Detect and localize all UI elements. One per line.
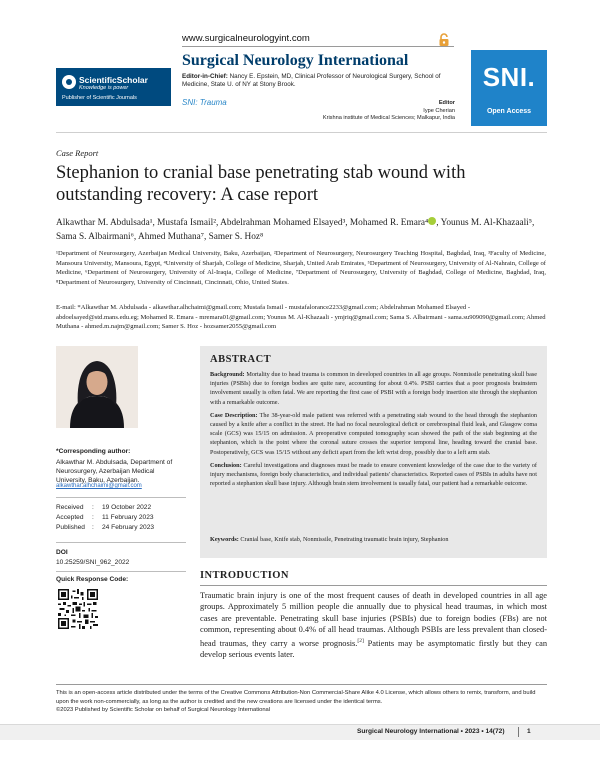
left-rule bbox=[56, 542, 186, 543]
article-title: Stephanion to cranial base penetrating stab wound with outstanding recovery: A case report bbox=[56, 163, 466, 205]
open-access-label: Open Access bbox=[486, 108, 532, 115]
author-emails: E-mail: *Alkawthar M. Abdulsada - alkawthar.alhchaimi@gmail.com; Mustafa Ismail - mustafalorance2233@gmail.com; Abdelrahman Mohamed Elsayed - abdoelsayed@std.mans.edu.eg; Mohamed R. Emara - mremara01@gmail.com; Younus M. Al-Khazaali - ymjriq@gmail.com; Sama S. Albairmani - sama.su909090@gmail.com; Ahmed Muthana - ahmed.m.najm@gmail.com; Samer S. Hoz - hozsamer2055@gmail.com bbox=[56, 304, 546, 331]
editor-block bbox=[300, 100, 455, 123]
author-photo bbox=[56, 346, 138, 428]
author-list bbox=[56, 217, 546, 244]
doi-label: DOI bbox=[56, 549, 68, 556]
keywords-label: Keywords: bbox=[210, 536, 239, 543]
publisher-logo-mark-icon bbox=[62, 75, 76, 89]
introduction-body: Traumatic brain injury is one of the most frequent causes of death in developed countries in all age groups. Approximately 5 million people die annually due to physical head traumas, in which most cases are preventable. Penetrating skull base injuries (PSBIs) due to foreign bodies (FBs) are not common, representing about 0.4% of all head traumas. Although PSBIs are less prevalent than closed-head traumas, they carry a worse prognosis. bbox=[200, 591, 547, 648]
keywords bbox=[210, 535, 540, 544]
date-label: Accepted bbox=[56, 514, 84, 521]
date-row bbox=[56, 523, 186, 533]
affiliations: ¹Department of Neurosurgery, Azerbaijan Medical University, Baku, Azerbaijan, ²Department of Neurosurgery, Neurosurgery Teaching Hospital, Baghdad, Iraq, ³Faculty of Medicine, Mansoura University, Mansoura, Egypt, ⁴University of Sharjah, College of Medicine, Sharjah, United Arab Emirates, ⁵Department of Neurosurgery, University of Al-Nahrain, College of Medicine, ⁶Department of Neurosurgery, University of Al-Iraqia, College of Medicine, ⁷Department of Neurosurgery, University of Baghdad, College of Medicine, Baghdad, Iraq, ⁸Department of Neurosurgery, University of Cincinnati, Cincinnati, Ohio, United States. bbox=[56, 250, 546, 286]
editor-name: Iype Cherian bbox=[423, 107, 455, 114]
abstract-case-text: The 38-year-old male patient was referred with a penetrating stab wound to the head through the stephanion caused by a knife after a conflict in the street. He had no focal neurological deficit or cerebrospinal fluid leak, and Glasgow coma scale (GCS) was 15/15 on admission. A preoperative computed tomography scan showed the path of the stab beginning at the stephanion, which is the point where the coronal suture crosses the superior temporal line, heading toward the cranial base. Postoperatively, GCS was 15/15 without any deficit apart from the left wrist drop, possibly due to a left arm stab. bbox=[210, 411, 538, 456]
authors-line1b: , Younus M. Al-Khazaali⁵, bbox=[436, 218, 535, 228]
date-separator: : bbox=[92, 524, 94, 531]
abstract-heading: ABSTRACT bbox=[210, 354, 272, 365]
introduction-heading: INTRODUCTION bbox=[200, 570, 289, 581]
abstract-background-label: Background: bbox=[210, 371, 245, 378]
editor-in-chief bbox=[182, 73, 452, 89]
date-value: 19 October 2022 bbox=[102, 504, 152, 511]
corresponding-author-email[interactable]: alkawthar.alhchaimi@gmail.com bbox=[56, 483, 142, 489]
section-tag: SNI: Trauma bbox=[182, 98, 227, 107]
footer-band bbox=[0, 724, 600, 740]
introduction-rule bbox=[200, 585, 547, 586]
abstract-conclusion bbox=[210, 461, 537, 489]
abstract-conclusion-label: Conclusion: bbox=[210, 461, 242, 469]
header-rule bbox=[182, 46, 454, 47]
sni-logo bbox=[471, 50, 547, 126]
date-label: Published bbox=[56, 524, 85, 531]
footer-rule bbox=[56, 684, 547, 685]
abstract-conclusion-text: Careful investigations and diagnoses must be made to ensure convenient knowledge of the case due to the variety of injury mechanisms, foreign body characteristics, and individual patients' characteristics. Reported cases of PSBIs in adults have not reported a stephanion skull base injury. Although brain stem involvement is usually fatal, our patient had a remarkable outcome. bbox=[210, 461, 537, 488]
abstract-background-text: Mortality due to head trauma is common in developed countries in all age groups. Nonmissile penetrating skull base injuries (PSBIs) due to foreign bodies are quite rare, accounting for about 0.4%. PSBI carries that a poor prognosis brainstem involvement usually is often fatal. We are reporting the first case of PSBI with a foreign body insertion site through the stephanion with a remarkable outcome. bbox=[210, 371, 538, 406]
keywords-text: Cranial base, Knife stab, Nonmissile, Penetrating traumatic brain injury, Stephanion bbox=[240, 536, 449, 543]
date-row bbox=[56, 503, 186, 513]
reference-link[interactable]: [2] bbox=[357, 637, 364, 644]
page-number: 1 bbox=[527, 728, 531, 735]
introduction-body-2: Patients may be asymptomatic firstly but they can develop serious events later. bbox=[200, 638, 548, 659]
editor-affil: Krishna institute of Medical Sciences; Malkapur, India bbox=[322, 115, 455, 122]
doi-value[interactable]: 10.25259/SNI_962_2022 bbox=[56, 559, 130, 566]
sni-logo-text: SNI. bbox=[482, 62, 536, 92]
open-access-lock-icon bbox=[437, 33, 451, 47]
qr-code-label: Quick Response Code: bbox=[56, 576, 129, 583]
license-text: This is an open-access article distributed under the terms of the Creative Commons Attribution-Non Commercial-Share Alike 4.0 License, which allows others to remix, transform, and build upon the work non-commercially, as long as the author is credited and the new creations are licensed under the identical terms. bbox=[56, 690, 536, 705]
date-value: 11 February 2023 bbox=[102, 514, 154, 521]
authors-line2: Sama S. Albairmani⁶, Ahmed Muthana⁷, Samer S. Hoz⁸ bbox=[56, 231, 264, 242]
publisher-sub: Publisher of Scientific Journals bbox=[62, 95, 137, 101]
date-label: Received bbox=[56, 504, 84, 511]
introduction-text bbox=[200, 590, 547, 660]
publisher-tagline: Knowledge is power bbox=[79, 85, 129, 91]
authors-line1: Alkawthar M. Abdulsada¹, Mustafa Ismail², Abdelrahman Mohamed Elsayed³, Mohamed R. Emara⁴ bbox=[56, 218, 429, 228]
footer-separator bbox=[518, 727, 519, 737]
date-row bbox=[56, 513, 186, 523]
abstract-background bbox=[210, 370, 537, 407]
editor-label: Editor bbox=[438, 100, 455, 106]
eic-label: Editor-in-Chief: bbox=[182, 73, 228, 80]
author-photo-illustration bbox=[56, 346, 138, 428]
left-rule bbox=[56, 571, 186, 572]
publisher-logo[interactable] bbox=[56, 68, 171, 106]
date-separator: : bbox=[92, 514, 94, 521]
header-bottom-rule bbox=[56, 132, 547, 133]
journal-url[interactable]: www.surgicalneurologyint.com bbox=[182, 33, 310, 44]
article-dates bbox=[56, 503, 186, 533]
eic-text: Nancy E. Epstein, MD, Clinical Professor of Neurological Surgery, School of Medicine, State U. of NY at Stony Brook. bbox=[182, 73, 441, 89]
date-value: 24 February 2023 bbox=[102, 524, 155, 531]
qr-code-icon[interactable] bbox=[58, 589, 98, 629]
abstract-case bbox=[210, 411, 537, 457]
publisher-name: ScientificScholar bbox=[79, 75, 148, 85]
article-type: Case Report bbox=[56, 148, 99, 158]
abstract-box bbox=[200, 346, 547, 558]
date-separator: : bbox=[92, 504, 94, 511]
left-rule bbox=[56, 497, 186, 498]
license-block bbox=[56, 689, 547, 715]
corresponding-author-details: Alkawthar M. Abdulsada, Department of Neurosurgery, Azerbaijan Medical University, Baku, Azerbaijan. bbox=[56, 459, 173, 485]
corresponding-author-heading: *Corresponding author: bbox=[56, 448, 131, 455]
journal-title: Surgical Neurology International bbox=[182, 52, 409, 69]
footer-journal-ref: Surgical Neurology International • 2023 • 14(72) bbox=[357, 728, 505, 735]
abstract-case-label: Case Description: bbox=[210, 411, 258, 419]
copyright-text: ©2023 Published by Scientific Scholar on behalf of Surgical Neurology International bbox=[56, 707, 271, 714]
